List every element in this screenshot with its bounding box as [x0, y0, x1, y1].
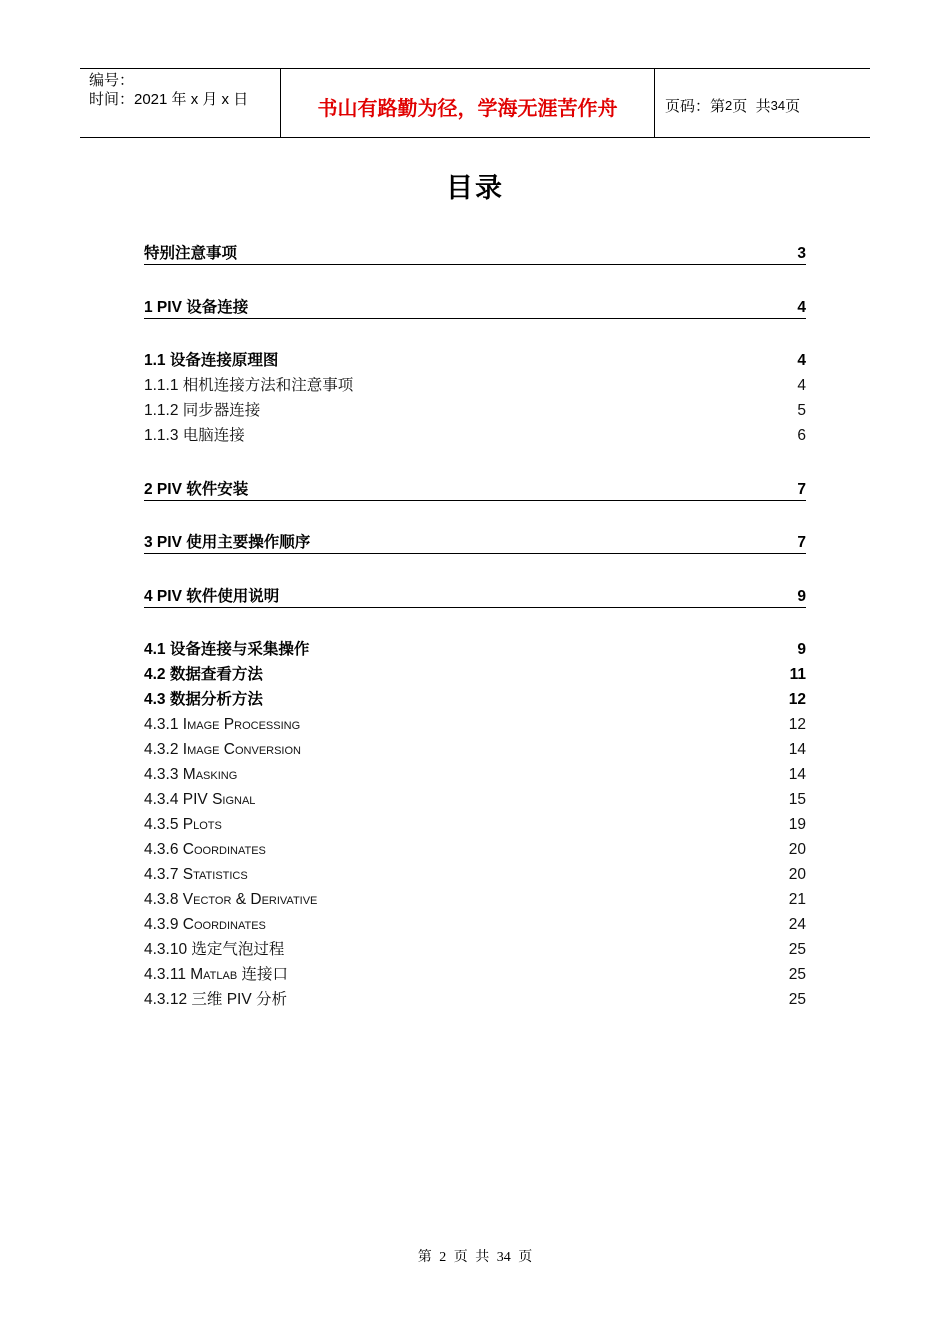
- toc-entry[interactable]: [144, 986, 806, 1010]
- toc-entry-page: 9: [797, 588, 806, 605]
- toc-entry[interactable]: [144, 811, 806, 835]
- toc-entry-page: 3: [797, 245, 806, 262]
- toc-entry[interactable]: [144, 886, 806, 910]
- toc-entry[interactable]: [144, 397, 806, 421]
- toc-entry[interactable]: [144, 961, 806, 985]
- toc-entry[interactable]: [144, 661, 806, 685]
- footer-prefix: 第: [417, 1250, 432, 1265]
- toc-entry[interactable]: [144, 372, 806, 396]
- toc-entry-label: 1.1 设备连接原理图: [144, 352, 279, 369]
- toc-entry-label: 1.1.3 电脑连接: [144, 427, 245, 444]
- toc-entry-label: 4.3.12 三维 PIV 分析: [144, 991, 287, 1008]
- footer-page-total: 34: [496, 1250, 511, 1265]
- header-page-total: 34: [770, 97, 786, 113]
- toc-entry-page: 4: [797, 299, 806, 316]
- toc-entry-page: 6: [797, 427, 806, 444]
- toc-entry[interactable]: [144, 711, 806, 735]
- header-page-info: [655, 69, 870, 137]
- toc-entry-page: 9: [797, 641, 806, 658]
- footer-mid: 页 共: [453, 1250, 490, 1265]
- toc-entry-page: 19: [788, 816, 806, 833]
- toc-entry[interactable]: [144, 936, 806, 960]
- toc-entry-page: 25: [788, 941, 806, 958]
- toc-entry[interactable]: [144, 911, 806, 935]
- toc-entry[interactable]: [144, 786, 806, 810]
- toc-entry-label: 4.3 数据分析方法: [144, 691, 263, 708]
- toc-entry-label: 2 PIV 软件安装: [144, 481, 249, 498]
- toc-entry-label: 4.3.5 Plots: [144, 816, 222, 833]
- page-footer: [0, 1246, 950, 1266]
- header-page-mid: 页 共: [732, 97, 771, 115]
- toc-entry-label: 4.3.3 Masking: [144, 766, 238, 783]
- header-page-number: 2: [725, 97, 733, 113]
- toc-entry-label: 4.3.11 Matlab 连接口: [144, 966, 288, 983]
- toc-entry[interactable]: [144, 836, 806, 860]
- page-title: 目录: [446, 173, 504, 203]
- toc-entry[interactable]: [144, 761, 806, 785]
- toc-entry-page: 7: [797, 534, 806, 551]
- toc-entry-label: 4.1 设备连接与采集操作: [144, 641, 310, 658]
- toc-entry-label: 特别注意事项: [144, 245, 238, 262]
- toc-entry-label: 4.3.6 Coordinates: [144, 841, 266, 858]
- toc-entry-label: 4.3.1 Image Processing: [144, 716, 301, 733]
- header-page-suffix: 页: [785, 97, 801, 115]
- toc-entry-label: 1.1.1 相机连接方法和注意事项: [144, 377, 354, 394]
- toc-entry-label: 3 PIV 使用主要操作顺序: [144, 534, 311, 551]
- page-header: [80, 68, 870, 138]
- toc-entry-page: 24: [788, 916, 806, 933]
- toc-entry-label: 4.3.8 Vector & Derivative: [144, 891, 318, 908]
- toc-entry-page: 21: [788, 891, 806, 908]
- toc-entry-label: 1.1.2 同步器连接: [144, 402, 261, 419]
- toc-entry[interactable]: [144, 583, 806, 608]
- toc-entry[interactable]: [144, 240, 806, 265]
- toc-entry-page: 12: [788, 716, 806, 733]
- toc-entry-label: 4.3.4 PIV Signal: [144, 791, 256, 808]
- toc-entry-label: 4.2 数据查看方法: [144, 666, 263, 683]
- toc-entry-page: 4: [797, 352, 806, 369]
- toc-entry-page: 20: [788, 841, 806, 858]
- toc-entry-page: 14: [788, 741, 806, 758]
- header-motto: 书山有路勤为径，学海无涯苦作舟: [281, 69, 655, 137]
- toc-entry[interactable]: [144, 736, 806, 760]
- toc-entry-page: 5: [797, 402, 806, 419]
- toc-entry-label: 4.3.9 Coordinates: [144, 916, 266, 933]
- toc-entry-page: 14: [788, 766, 806, 783]
- toc-entry[interactable]: [144, 294, 806, 319]
- toc-entry-page: 11: [789, 666, 806, 683]
- toc-entry[interactable]: [144, 476, 806, 501]
- toc-entry-label: 4.3.2 Image Conversion: [144, 741, 301, 758]
- toc-entry-page: 15: [788, 791, 806, 808]
- toc-entry[interactable]: [144, 861, 806, 885]
- document-number-label: 编号：: [89, 72, 135, 89]
- toc-entry-page: 4: [797, 377, 806, 394]
- toc-entry[interactable]: [144, 347, 806, 371]
- toc-entry[interactable]: [144, 422, 806, 446]
- toc-entry-label: 4.3.7 Statistics: [144, 866, 248, 883]
- toc-entry-page: 25: [788, 966, 806, 983]
- toc-entry-label: 4.3.10 选定气泡过程: [144, 941, 285, 958]
- toc-entry-label: 4 PIV 软件使用说明: [144, 588, 280, 605]
- document-time-label: 时间：2021 年 x 月 x 日: [89, 91, 249, 108]
- toc-entry[interactable]: [144, 686, 806, 710]
- toc-entry-page: 20: [788, 866, 806, 883]
- footer-suffix: 页: [518, 1250, 533, 1265]
- toc-entry-page: 25: [788, 991, 806, 1008]
- header-info-cell: [80, 69, 281, 137]
- toc-entry-page: 7: [797, 481, 806, 498]
- header-page-prefix: 页码：第: [665, 97, 726, 115]
- toc-entry-page: 12: [788, 691, 806, 708]
- toc-entry-label: 1 PIV 设备连接: [144, 299, 249, 316]
- toc-entry[interactable]: [144, 636, 806, 660]
- footer-page-number: 2: [439, 1250, 447, 1265]
- toc-entry[interactable]: [144, 529, 806, 554]
